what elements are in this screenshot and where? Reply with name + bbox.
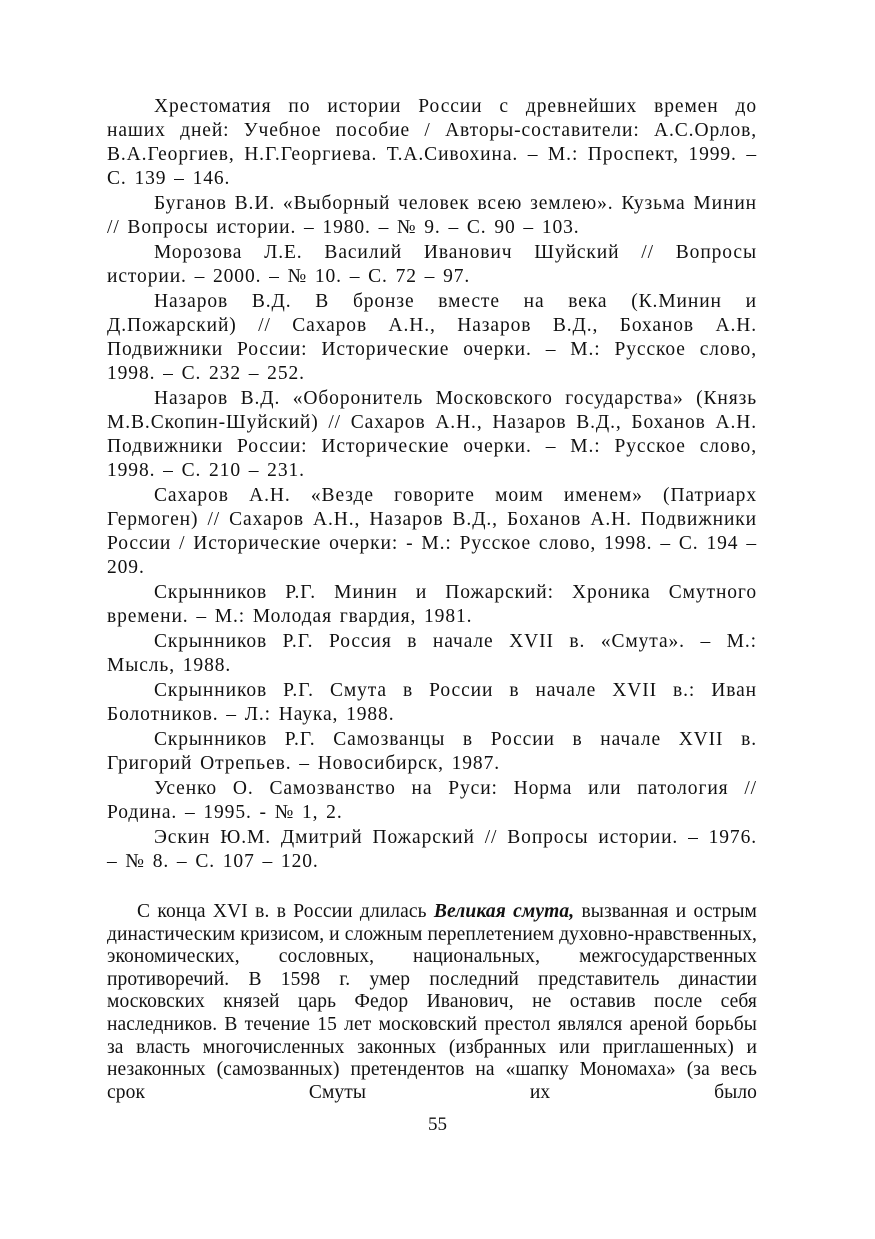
paragraph-text-after: вызванная и острым династическим кризисом, и сложным переплетением духовно-нравственных, экономических, сословных, национальных, межгосударственных противоречий. В 1598 г. умер последний представитель династии московских князей царь Федор Иванович, не оставив после себя наследников. В течение 15 лет московский престол являлся ареной борьбы за власть многочисленных законных (избранных или приглашенных) и незаконных (самозванных) претендентов на «шапку Мономаха» (за весь срок Смуты их было: [107, 901, 757, 1103]
body-text: [107, 901, 757, 1104]
bibliography-entry: Усенко О. Самозванство на Руси: Норма или патология // Родина. – 1995. - № 1, 2.: [107, 778, 757, 823]
emphasized-term: Великая смута,: [433, 901, 575, 922]
bibliography-entry: Назаров В.Д. В бронзе вместе на века (К.Минин и Д.Пожарский) // Сахаров А.Н., Назаров В.Д., Боханов А.Н. Подвижники России: Исторические очерки. – М.: Русское слово, 1998. – С. 232 – 252.: [107, 291, 757, 384]
page-content: [107, 95, 757, 1104]
bibliography-entry: Буганов В.И. «Выборный человек всею землею». Кузьма Минин // Вопросы истории. – 1980. – № 9. – С. 90 – 103.: [107, 193, 757, 238]
bibliography-entry: Скрынников Р.Г. Самозванцы в России в начале XVII в. Григорий Отрепьев. – Новосибирск, 1987.: [107, 729, 757, 774]
page-number: 55: [428, 1114, 447, 1135]
bibliography-list: [107, 95, 757, 874]
bibliography-entry: Сахаров А.Н. «Везде говорите моим именем» (Патриарх Гермоген) // Сахаров А.Н., Назаров В.Д., Боханов А.Н. Подвижники России / Исторические очерки: - М.: Русское слово, 1998. – С. 194 – 209.: [107, 485, 757, 578]
bibliography-entry: Назаров В.Д. «Оборонитель Московского государства» (Князь М.В.Скопин-Шуйский) // Сахаров А.Н., Назаров В.Д., Боханов А.Н. Подвижники России: Исторические очерки. – М.: Русское слово, 1998. – С. 210 – 231.: [107, 388, 757, 481]
paragraph-text-before: С конца XVI в. в России длилась: [137, 901, 434, 922]
bibliography-entry: Скрынников Р.Г. Россия в начале XVII в. «Смута». – М.: Мысль, 1988.: [107, 631, 757, 676]
bibliography-entry: Эскин Ю.М. Дмитрий Пожарский // Вопросы истории. – 1976. – № 8. – С. 107 – 120.: [107, 827, 757, 872]
bibliography-entry: Хрестоматия по истории России с древнейших времен до наших дней: Учебное пособие / Авторы-составители: А.С.Орлов, В.А.Георгиев, Н.Г.Георгиева. Т.А.Сивохина. – М.: Проспект, 1999. – С. 139 – 146.: [107, 96, 757, 189]
bibliography-entry: Скрынников Р.Г. Минин и Пожарский: Хроника Смутного времени. – М.: Молодая гвардия, 1981.: [107, 582, 757, 627]
bibliography-entry: Морозова Л.Е. Василий Иванович Шуйский // Вопросы истории. – 2000. – № 10. – С. 72 – 97.: [107, 242, 757, 287]
body-paragraph: [107, 901, 757, 1104]
bibliography-entry: Скрынников Р.Г. Смута в России в начале XVII в.: Иван Болотников. – Л.: Наука, 1988.: [107, 680, 757, 725]
